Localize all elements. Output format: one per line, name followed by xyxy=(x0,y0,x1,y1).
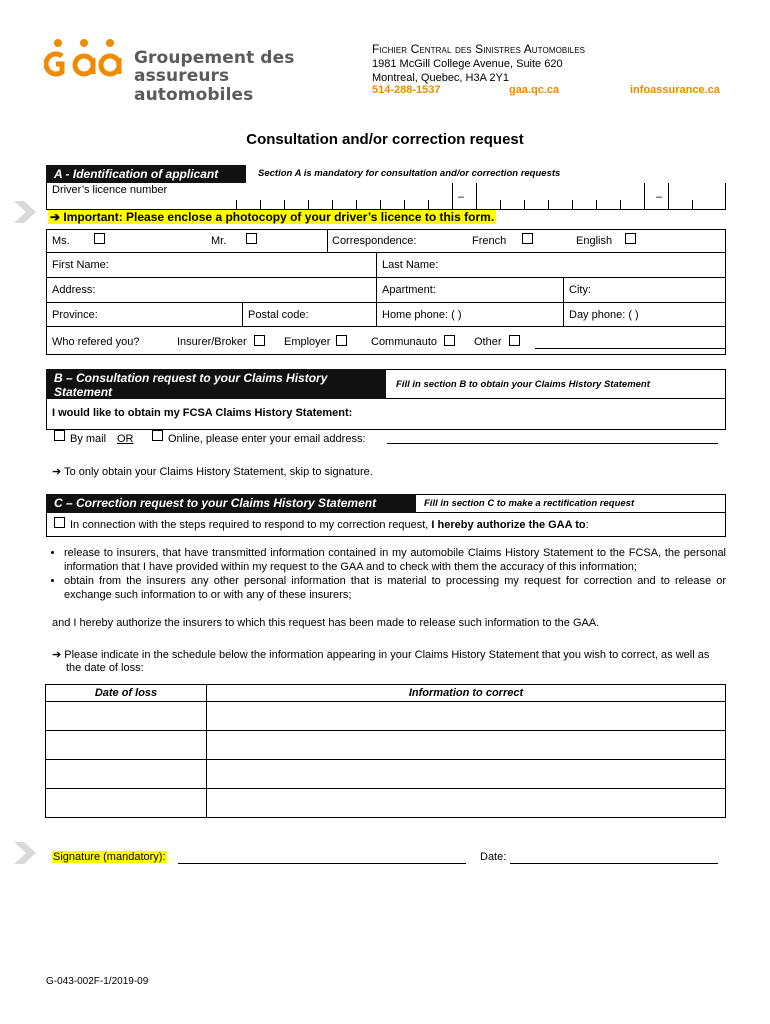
date-of-loss-cell[interactable] xyxy=(46,731,207,760)
province-field[interactable]: Province: xyxy=(52,309,98,321)
indicate-note xyxy=(52,649,720,675)
section-c-note: Fill in section C to make a rectification request xyxy=(424,498,635,509)
bullet-obtain: • obtain from the insurers any other personal information that is material to processing my request for correction and to release or exchange such information to or with any of these insurers; xyxy=(64,574,726,602)
apartment-field[interactable]: Apartment: xyxy=(382,284,436,296)
signature-field[interactable] xyxy=(178,862,466,864)
english-checkbox[interactable] xyxy=(625,233,636,244)
header-web[interactable]: gaa.qc.ca xyxy=(509,84,560,96)
date-label: Date: xyxy=(480,851,507,863)
english-label: English xyxy=(576,235,613,247)
correspondence-label: Correspondence: xyxy=(332,235,417,247)
table-row xyxy=(46,702,726,731)
authorize-checkbox[interactable] xyxy=(54,517,65,528)
information-cell[interactable] xyxy=(207,702,726,731)
section-a-heading: A - Identification of applicant xyxy=(46,165,246,183)
employer-checkbox[interactable] xyxy=(336,335,347,346)
employer-label: Employer xyxy=(284,336,331,348)
first-name-field[interactable]: First Name: xyxy=(52,259,109,271)
day-phone-field[interactable]: Day phone: ( ) xyxy=(569,309,639,321)
mr-checkbox[interactable] xyxy=(246,233,257,244)
online-label: Online, please enter your email address: xyxy=(168,433,366,445)
divider xyxy=(563,303,564,327)
insurer-checkbox[interactable] xyxy=(254,335,265,346)
licence-dash-1: – xyxy=(458,191,465,203)
address-field[interactable]: Address: xyxy=(52,284,96,296)
form-code: G-043-002F-1/2019-09 xyxy=(46,976,149,987)
date-field[interactable] xyxy=(510,862,718,864)
home-phone-field[interactable]: Home phone: ( ) xyxy=(382,309,462,321)
licence-label: Driver’s licence number xyxy=(52,184,168,196)
by-mail-checkbox[interactable] xyxy=(54,430,65,441)
email-field[interactable] xyxy=(387,442,718,444)
table-row xyxy=(46,789,726,818)
obtain-label: I would like to obtain my FCSA Claims History Statement: xyxy=(52,407,353,419)
date-of-loss-cell[interactable] xyxy=(46,760,207,789)
table-row xyxy=(46,731,726,760)
header-address2: Montreal, Quebec, H3A 2Y1 xyxy=(372,72,509,84)
ms-label: Ms. xyxy=(52,235,70,247)
online-checkbox[interactable] xyxy=(152,430,163,441)
date-of-loss-cell[interactable] xyxy=(46,702,207,731)
information-cell[interactable] xyxy=(207,789,726,818)
authorize-bold: I hereby authorize the GAA to xyxy=(431,519,586,531)
bullet-release: • release to insurers, that have transmitted information contained in my automobile Claims History Statement to the FCSA, the personal information that I have provided within my request to the GAA and to check with them the accuracy of this information; xyxy=(64,546,726,574)
arrow-tab-icon xyxy=(14,201,36,223)
information-cell[interactable] xyxy=(207,760,726,789)
important-note: ➔ Important: Please enclose a photocopy of your driver’s licence to this form. xyxy=(50,210,495,224)
divider xyxy=(376,303,377,327)
correction-schedule xyxy=(45,684,726,818)
french-checkbox[interactable] xyxy=(522,233,533,244)
section-a-note: Section A is mandatory for consultation and/or correction requests xyxy=(258,168,561,179)
table-row xyxy=(46,760,726,789)
authorize-text xyxy=(70,519,589,531)
divider xyxy=(327,229,328,253)
logo-line2: assureurs automobiles xyxy=(134,66,254,105)
header-email[interactable]: infoassurance.ca xyxy=(630,84,720,96)
divider xyxy=(376,278,377,303)
other-specify-field[interactable] xyxy=(535,347,725,349)
section-b-heading: B – Consultation request to your Claims History Statement xyxy=(46,369,386,399)
divider xyxy=(376,253,377,278)
divider xyxy=(242,303,243,327)
other-checkbox[interactable] xyxy=(509,335,520,346)
divider xyxy=(563,278,564,303)
last-name-field[interactable]: Last Name: xyxy=(382,259,439,271)
authorize-pre: In connection with the steps required to respond to my correction request, xyxy=(70,519,432,531)
header-phone: 514-288-1537 xyxy=(372,84,441,96)
date-of-loss-cell[interactable] xyxy=(46,789,207,818)
authorization-list xyxy=(46,546,726,602)
header-address1: 1981 McGill College Avenue, Suite 620 xyxy=(372,58,563,70)
page-title: Consultation and/or correction request xyxy=(246,131,524,148)
indicate-text: ➔ Please indicate in the schedule below the information appearing in your Claims History Statement that you wish to correct, as well as the date of loss: xyxy=(52,649,710,674)
ms-checkbox[interactable] xyxy=(94,233,105,244)
col-date-of-loss: Date of loss xyxy=(46,685,207,702)
section-c-heading: C – Correction request to your Claims History Statement xyxy=(46,494,416,513)
licence-dash-2: – xyxy=(656,191,663,203)
insurer-label: Insurer/Broker xyxy=(177,336,247,348)
skip-note: ➔ To only obtain your Claims History Statement, skip to signature. xyxy=(52,466,373,478)
arrow-tab-icon xyxy=(14,842,36,864)
communauto-label: Communauto xyxy=(371,336,438,348)
by-mail-label: By mail xyxy=(70,433,107,445)
signature-label: Signature (mandatory): xyxy=(53,851,166,863)
french-label: French xyxy=(472,235,507,247)
and-authorize-text: and I hereby authorize the insurers to which this request has been made to release such information to the GAA. xyxy=(52,617,600,629)
or-label: OR xyxy=(117,433,134,445)
section-b-note: Fill in section B to obtain your Claims History Statement xyxy=(396,379,650,390)
logo-line1: Groupement des xyxy=(134,48,295,68)
postal-code-field[interactable]: Postal code: xyxy=(248,309,309,321)
referred-label: Who refered you? xyxy=(52,336,140,348)
licence-boxes xyxy=(236,183,726,210)
gaa-logo xyxy=(44,38,344,105)
communauto-checkbox[interactable] xyxy=(444,335,455,346)
header-org: Fichier Central des Sinistres Automobiles xyxy=(372,42,586,56)
authorize-post: : xyxy=(585,519,589,531)
col-information-to-correct: Information to correct xyxy=(207,685,726,702)
other-label: Other xyxy=(474,336,502,348)
information-cell[interactable] xyxy=(207,731,726,760)
gaa-logo-mark-icon xyxy=(44,38,126,82)
mr-label: Mr. xyxy=(211,235,227,247)
city-field[interactable]: City: xyxy=(569,284,591,296)
